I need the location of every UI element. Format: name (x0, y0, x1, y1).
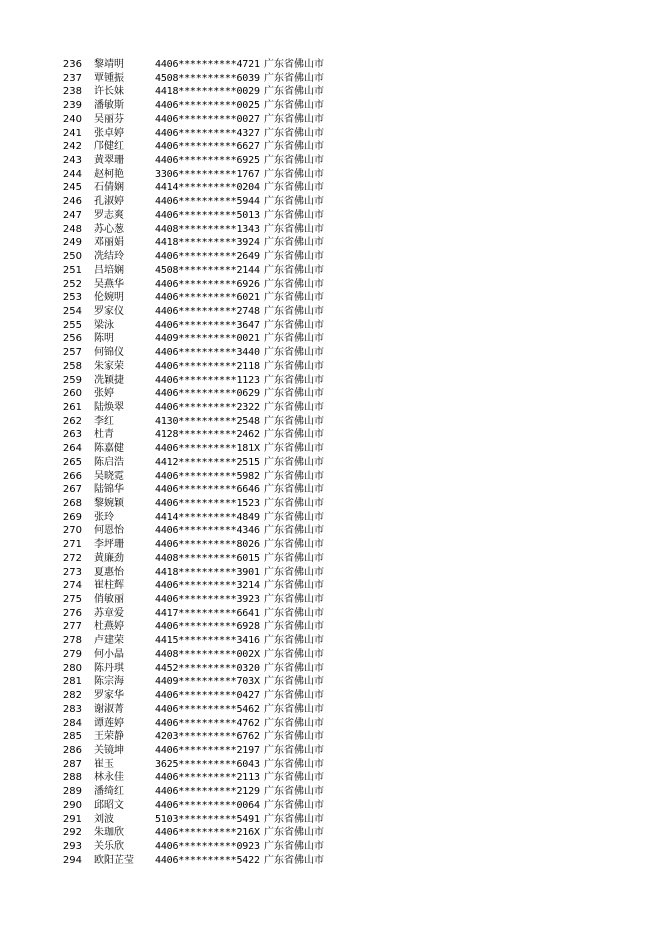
city-name: 广东省佛山市 (264, 594, 324, 606)
id-number: 4412**********2515 (155, 456, 260, 468)
city-name: 广东省佛山市 (264, 443, 324, 455)
city-name: 广东省佛山市 (264, 333, 324, 345)
id-number: 5103**********5491 (155, 813, 260, 825)
city-name: 广东省佛山市 (264, 854, 324, 866)
id-number: 4406**********0064 (155, 799, 260, 811)
city-name: 广东省佛山市 (264, 827, 324, 839)
list-item (0, 360, 662, 374)
list-item (0, 209, 662, 223)
id-number: 4406**********3647 (155, 319, 260, 331)
list-item (0, 497, 662, 511)
city-name: 广东省佛山市 (264, 155, 324, 167)
city-name: 广东省佛山市 (264, 566, 324, 578)
person-name: 冼结玲 (94, 251, 124, 263)
row-number: 270 (62, 525, 82, 537)
person-name: 罗志爽 (94, 209, 124, 221)
id-number: 4406**********5944 (155, 196, 260, 208)
row-number: 264 (62, 443, 82, 455)
city-name: 广东省佛山市 (264, 703, 324, 715)
person-name: 梁泳 (94, 319, 114, 331)
row-number: 288 (62, 772, 82, 784)
list-item (0, 291, 662, 305)
id-number: 4415**********3416 (155, 635, 260, 647)
person-name: 关乐欣 (94, 840, 124, 852)
person-name: 王荣静 (94, 731, 124, 743)
person-name: 邓丽娟 (94, 237, 124, 249)
list-item (0, 72, 662, 86)
row-number: 291 (62, 813, 82, 825)
row-number: 268 (62, 498, 82, 509)
id-number: 4406**********1523 (155, 498, 260, 509)
list-item (0, 85, 662, 99)
list-item (0, 140, 662, 154)
person-name: 陈嘉健 (94, 443, 124, 455)
city-name: 广东省佛山市 (264, 415, 324, 427)
city-name: 广东省佛山市 (264, 374, 324, 386)
id-number: 4418**********3901 (155, 566, 260, 578)
person-name: 杜燕婷 (94, 621, 124, 633)
person-name: 罗家仪 (94, 305, 124, 317)
city-name: 广东省佛山市 (264, 72, 324, 84)
city-name: 广东省佛山市 (264, 484, 324, 496)
row-number: 293 (62, 840, 82, 852)
id-number: 4406**********2748 (155, 305, 260, 317)
person-name: 冼颖捷 (94, 374, 124, 386)
id-number: 4414**********4849 (155, 511, 260, 523)
person-name: 黄廉劲 (94, 552, 124, 564)
list-item (0, 840, 662, 854)
city-name: 广东省佛山市 (264, 470, 324, 482)
person-name: 陈明 (94, 333, 114, 345)
id-number: 4406**********2118 (155, 360, 260, 372)
id-number: 4406**********5982 (155, 470, 260, 482)
id-number: 3625**********6043 (155, 758, 260, 770)
person-name: 吴丽芬 (94, 113, 124, 125)
city-name: 广东省佛山市 (264, 621, 324, 633)
row-number: 241 (62, 127, 82, 139)
list-item (0, 428, 662, 442)
row-number: 289 (62, 786, 82, 798)
city-name: 广东省佛山市 (264, 635, 324, 647)
list-item (0, 826, 662, 840)
person-name: 吕培娴 (94, 264, 124, 276)
person-name: 何小晶 (94, 648, 124, 660)
list-item (0, 319, 662, 333)
list-item (0, 758, 662, 772)
list-item (0, 332, 662, 346)
list-item (0, 730, 662, 744)
id-number: 4406**********6928 (155, 621, 260, 633)
list-item (0, 538, 662, 552)
city-name: 广东省佛山市 (264, 319, 324, 331)
city-name: 广东省佛山市 (264, 141, 324, 153)
city-name: 广东省佛山市 (264, 552, 324, 564)
id-number: 4128**********2462 (155, 429, 260, 441)
list-item (0, 154, 662, 168)
row-number: 272 (62, 552, 82, 564)
row-number: 251 (62, 264, 82, 276)
person-name: 张婷 (94, 388, 114, 400)
id-number: 4508**********6039 (155, 72, 260, 84)
row-number: 257 (62, 347, 82, 359)
city-name: 广东省佛山市 (264, 676, 324, 688)
city-name: 广东省佛山市 (264, 209, 324, 221)
id-number: 4406**********3440 (155, 347, 260, 359)
list-item (0, 264, 662, 278)
person-name: 杜青 (94, 429, 114, 441)
city-name: 广东省佛山市 (264, 511, 324, 523)
roster-list (0, 58, 662, 867)
city-name: 广东省佛山市 (264, 223, 324, 235)
list-item (0, 250, 662, 264)
person-name: 赵柯艳 (94, 168, 124, 180)
id-number: 4406**********4762 (155, 717, 260, 729)
row-number: 276 (62, 607, 82, 619)
row-number: 245 (62, 182, 82, 194)
id-number: 4406**********6021 (155, 292, 260, 304)
city-name: 广东省佛山市 (264, 305, 324, 317)
row-number: 259 (62, 374, 82, 386)
row-number: 250 (62, 251, 82, 263)
row-number: 290 (62, 799, 82, 811)
person-name: 陈宗海 (94, 676, 124, 688)
city-name: 广东省佛山市 (264, 717, 324, 729)
row-number: 255 (62, 319, 82, 331)
person-name: 张玲 (94, 511, 114, 523)
city-name: 广东省佛山市 (264, 59, 324, 70)
list-item (0, 223, 662, 237)
id-number: 4452**********0320 (155, 662, 260, 674)
list-item (0, 854, 662, 868)
row-number: 294 (62, 854, 82, 866)
person-name: 崔柱辉 (94, 580, 124, 592)
list-item (0, 470, 662, 484)
city-name: 广东省佛山市 (264, 360, 324, 372)
row-number: 260 (62, 388, 82, 400)
city-name: 广东省佛山市 (264, 690, 324, 702)
id-number: 4406**********2113 (155, 772, 260, 784)
id-number: 4406**********5013 (155, 209, 260, 221)
row-number: 248 (62, 223, 82, 235)
row-number: 240 (62, 113, 82, 125)
city-name: 广东省佛山市 (264, 813, 324, 825)
id-number: 4406**********181X (155, 443, 260, 455)
person-name: 俏敏丽 (94, 594, 124, 606)
city-name: 广东省佛山市 (264, 731, 324, 743)
row-number: 253 (62, 292, 82, 304)
row-number: 275 (62, 594, 82, 606)
id-number: 4406**********6646 (155, 484, 260, 496)
row-number: 284 (62, 717, 82, 729)
list-item (0, 374, 662, 388)
row-number: 243 (62, 155, 82, 167)
id-number: 4406**********3214 (155, 580, 260, 592)
list-item (0, 58, 662, 72)
city-name: 广东省佛山市 (264, 498, 324, 509)
person-name: 朱珈欣 (94, 827, 124, 839)
list-item (0, 305, 662, 319)
id-number: 4408**********002X (155, 648, 260, 660)
person-name: 李坪珊 (94, 539, 124, 551)
person-name: 陈启浩 (94, 456, 124, 468)
id-number: 4406**********1123 (155, 374, 260, 386)
person-name: 何锦仪 (94, 347, 124, 359)
city-name: 广东省佛山市 (264, 113, 324, 125)
row-number: 285 (62, 731, 82, 743)
city-name: 广东省佛山市 (264, 168, 324, 180)
id-number: 4406**********0025 (155, 100, 260, 112)
row-number: 279 (62, 648, 82, 660)
list-item (0, 99, 662, 113)
city-name: 广东省佛山市 (264, 388, 324, 400)
person-name: 邱昭文 (94, 799, 124, 811)
row-number: 252 (62, 278, 82, 290)
person-name: 罗家华 (94, 690, 124, 702)
list-item (0, 113, 662, 127)
list-item (0, 593, 662, 607)
row-number: 254 (62, 305, 82, 317)
id-number: 3306**********1767 (155, 168, 260, 180)
row-number: 286 (62, 744, 82, 756)
city-name: 广东省佛山市 (264, 799, 324, 811)
person-name: 伦婉明 (94, 292, 124, 304)
id-number: 4406**********6926 (155, 278, 260, 290)
id-number: 4408**********6015 (155, 552, 260, 564)
person-name: 陆焕翠 (94, 401, 124, 413)
city-name: 广东省佛山市 (264, 772, 324, 784)
person-name: 陆锦华 (94, 484, 124, 496)
city-name: 广东省佛山市 (264, 401, 324, 413)
id-number: 4406**********4327 (155, 127, 260, 139)
list-item (0, 634, 662, 648)
person-name: 苏心葱 (94, 223, 124, 235)
city-name: 广东省佛山市 (264, 196, 324, 208)
city-name: 广东省佛山市 (264, 127, 324, 139)
city-name: 广东省佛山市 (264, 539, 324, 551)
person-name: 朱家荣 (94, 360, 124, 372)
list-item (0, 181, 662, 195)
row-number: 274 (62, 580, 82, 592)
list-item (0, 401, 662, 415)
id-number: 4406**********2322 (155, 401, 260, 413)
person-name: 崔玉 (94, 758, 114, 770)
id-number: 4406**********5422 (155, 854, 260, 866)
id-number: 4418**********0029 (155, 86, 260, 98)
city-name: 广东省佛山市 (264, 429, 324, 441)
row-number: 249 (62, 237, 82, 249)
city-name: 广东省佛山市 (264, 86, 324, 98)
person-name: 李红 (94, 415, 114, 427)
person-name: 黎婉颖 (94, 498, 124, 509)
city-name: 广东省佛山市 (264, 786, 324, 798)
list-item (0, 771, 662, 785)
list-item (0, 813, 662, 827)
city-name: 广东省佛山市 (264, 237, 324, 249)
id-number: 4406**********6925 (155, 155, 260, 167)
id-number: 4406**********4721 (155, 59, 260, 70)
row-number: 280 (62, 662, 82, 674)
list-item (0, 236, 662, 250)
row-number: 271 (62, 539, 82, 551)
person-name: 林永佳 (94, 772, 124, 784)
city-name: 广东省佛山市 (264, 456, 324, 468)
id-number: 4508**********2144 (155, 264, 260, 276)
city-name: 广东省佛山市 (264, 840, 324, 852)
city-name: 广东省佛山市 (264, 607, 324, 619)
list-item (0, 689, 662, 703)
row-number: 282 (62, 690, 82, 702)
id-number: 4406**********216X (155, 827, 260, 839)
person-name: 谭莲婷 (94, 717, 124, 729)
row-number: 246 (62, 196, 82, 208)
row-number: 237 (62, 72, 82, 84)
person-name: 石倩娴 (94, 182, 124, 194)
row-number: 283 (62, 703, 82, 715)
id-number: 4409**********0021 (155, 333, 260, 345)
person-name: 黄翠珊 (94, 155, 124, 167)
person-name: 吴晓霓 (94, 470, 124, 482)
person-name: 刘波 (94, 813, 114, 825)
list-item (0, 278, 662, 292)
list-item (0, 579, 662, 593)
city-name: 广东省佛山市 (264, 744, 324, 756)
id-number: 4406**********2197 (155, 744, 260, 756)
list-item (0, 387, 662, 401)
row-number: 247 (62, 209, 82, 221)
list-item (0, 717, 662, 731)
row-number: 261 (62, 401, 82, 413)
row-number: 256 (62, 333, 82, 345)
city-name: 广东省佛山市 (264, 292, 324, 304)
city-name: 广东省佛山市 (264, 525, 324, 537)
list-item (0, 703, 662, 717)
city-name: 广东省佛山市 (264, 347, 324, 359)
person-name: 欧阳芷莹 (94, 854, 134, 866)
id-number: 4418**********3924 (155, 237, 260, 249)
city-name: 广东省佛山市 (264, 264, 324, 276)
list-item (0, 195, 662, 209)
row-number: 258 (62, 360, 82, 372)
list-item (0, 552, 662, 566)
list-item (0, 620, 662, 634)
city-name: 广东省佛山市 (264, 758, 324, 770)
id-number: 4409**********703X (155, 676, 260, 688)
id-number: 4406**********6627 (155, 141, 260, 153)
person-name: 许长妹 (94, 86, 124, 98)
row-number: 265 (62, 456, 82, 468)
id-number: 4203**********6762 (155, 731, 260, 743)
person-name: 夏惠怡 (94, 566, 124, 578)
list-item (0, 566, 662, 580)
city-name: 广东省佛山市 (264, 662, 324, 674)
id-number: 4406**********2649 (155, 251, 260, 263)
row-number: 273 (62, 566, 82, 578)
list-item (0, 799, 662, 813)
person-name: 黎靖明 (94, 59, 124, 70)
person-name: 谢淑菁 (94, 703, 124, 715)
city-name: 广东省佛山市 (264, 182, 324, 194)
row-number: 281 (62, 676, 82, 688)
person-name: 孔淑婷 (94, 196, 124, 208)
id-number: 4417**********6641 (155, 607, 260, 619)
id-number: 4406**********3923 (155, 594, 260, 606)
id-number: 4406**********2129 (155, 786, 260, 798)
list-item (0, 607, 662, 621)
row-number: 263 (62, 429, 82, 441)
list-item (0, 785, 662, 799)
list-item (0, 648, 662, 662)
city-name: 广东省佛山市 (264, 580, 324, 592)
row-number: 262 (62, 415, 82, 427)
list-item (0, 662, 662, 676)
list-item (0, 346, 662, 360)
city-name: 广东省佛山市 (264, 278, 324, 290)
person-name: 何恩怡 (94, 525, 124, 537)
person-name: 张卓婷 (94, 127, 124, 139)
row-number: 267 (62, 484, 82, 496)
id-number: 4406**********8026 (155, 539, 260, 551)
id-number: 4406**********0629 (155, 388, 260, 400)
city-name: 广东省佛山市 (264, 100, 324, 112)
id-number: 4406**********0427 (155, 690, 260, 702)
row-number: 278 (62, 635, 82, 647)
person-name: 吴燕华 (94, 278, 124, 290)
list-item (0, 511, 662, 525)
list-item (0, 168, 662, 182)
row-number: 242 (62, 141, 82, 153)
person-name: 苏章爱 (94, 607, 124, 619)
city-name: 广东省佛山市 (264, 648, 324, 660)
row-number: 269 (62, 511, 82, 523)
id-number: 4406**********5462 (155, 703, 260, 715)
row-number: 277 (62, 621, 82, 633)
list-item (0, 415, 662, 429)
id-number: 4130**********2548 (155, 415, 260, 427)
person-name: 关镜坤 (94, 744, 124, 756)
person-name: 潘绮红 (94, 786, 124, 798)
city-name: 广东省佛山市 (264, 251, 324, 263)
list-item (0, 442, 662, 456)
id-number: 4406**********4346 (155, 525, 260, 537)
list-item (0, 127, 662, 141)
row-number: 287 (62, 758, 82, 770)
row-number: 266 (62, 470, 82, 482)
person-name: 邝健红 (94, 141, 124, 153)
person-name: 陈丹琪 (94, 662, 124, 674)
id-number: 4406**********0027 (155, 113, 260, 125)
list-item (0, 483, 662, 497)
list-item (0, 675, 662, 689)
id-number: 4406**********0923 (155, 840, 260, 852)
list-item (0, 456, 662, 470)
row-number: 244 (62, 168, 82, 180)
row-number: 236 (62, 59, 82, 70)
list-item (0, 524, 662, 538)
person-name: 卢建荣 (94, 635, 124, 647)
person-name: 潘敏斯 (94, 100, 124, 112)
row-number: 238 (62, 86, 82, 98)
id-number: 4414**********0204 (155, 182, 260, 194)
id-number: 4408**********1343 (155, 223, 260, 235)
row-number: 239 (62, 100, 82, 112)
list-item (0, 744, 662, 758)
person-name: 覃锺振 (94, 72, 124, 84)
row-number: 292 (62, 827, 82, 839)
